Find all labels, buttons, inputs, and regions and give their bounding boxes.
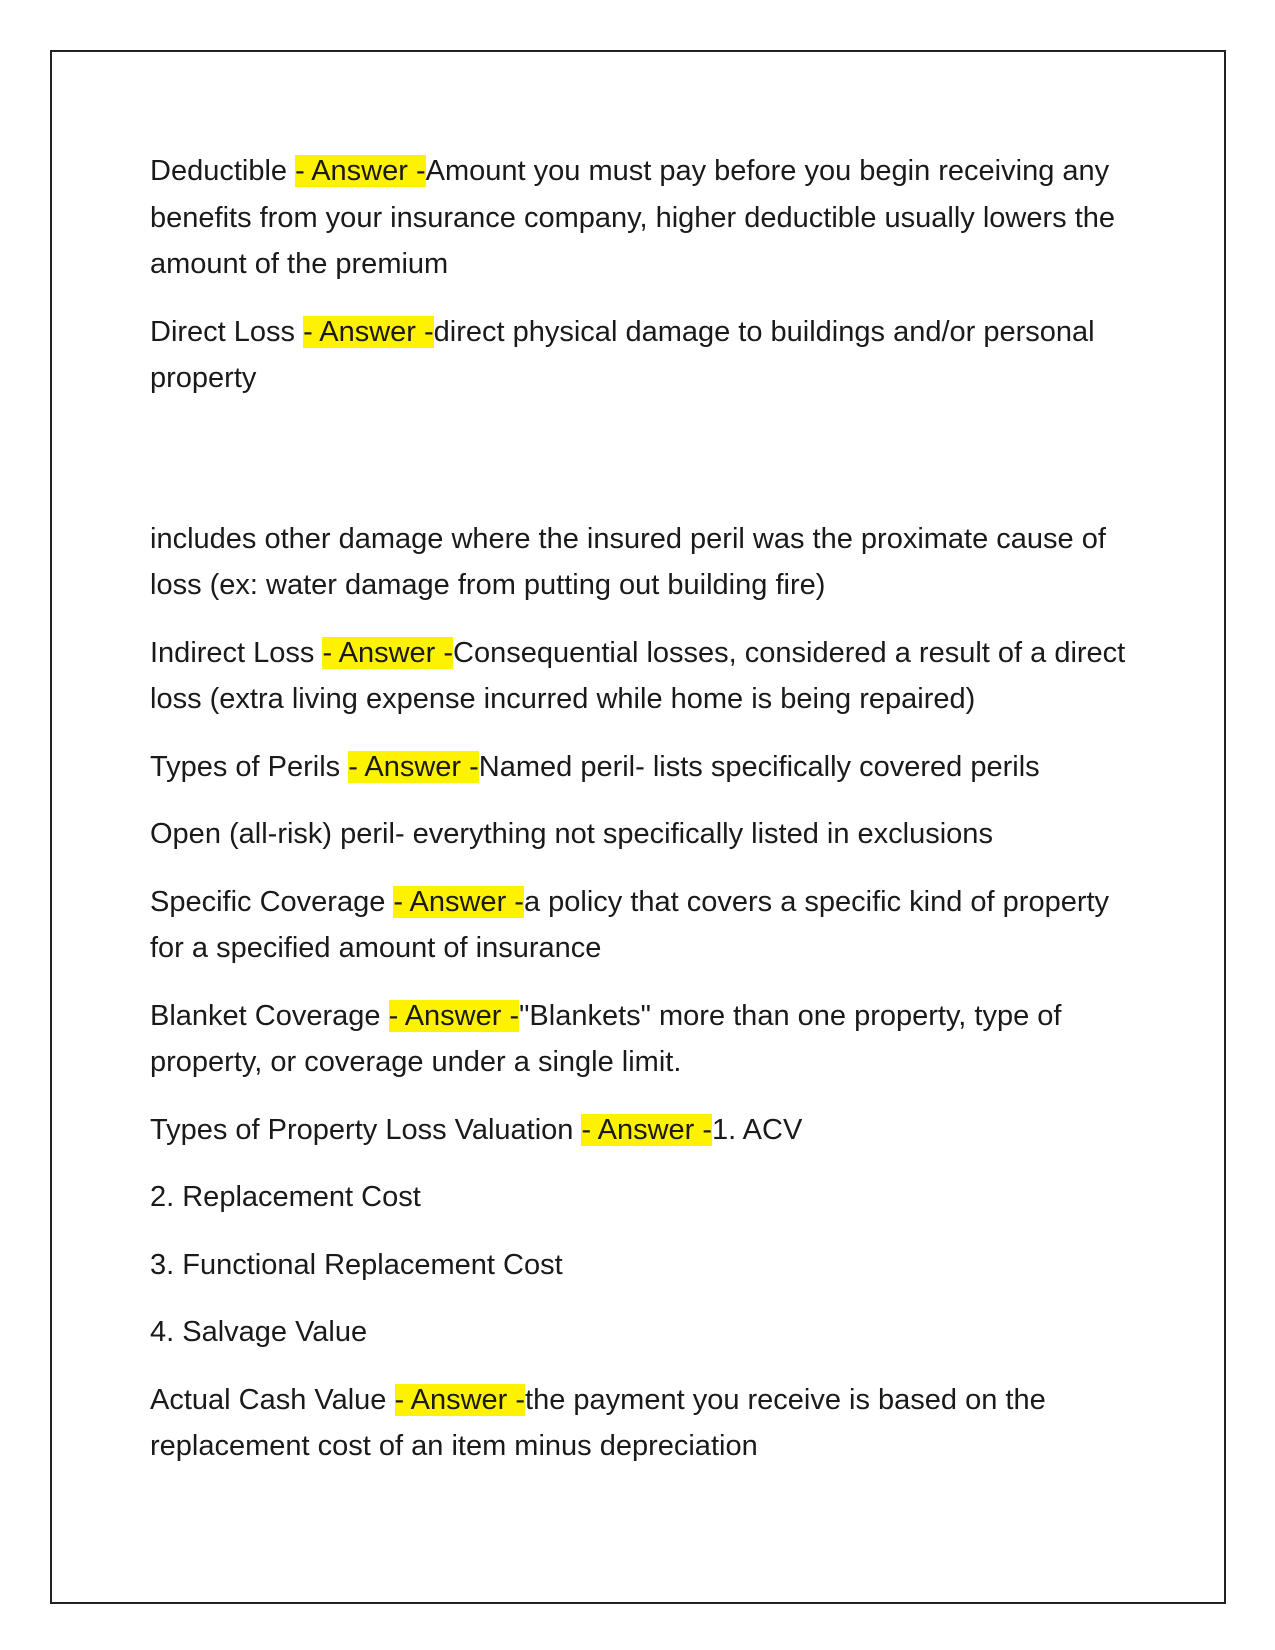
term-label: Deductible xyxy=(150,155,296,187)
definition-text: 4. Salvage Value xyxy=(150,1316,368,1348)
list-item-functional-replacement-cost xyxy=(150,1242,1140,1289)
answer-marker: - Answer - xyxy=(295,155,426,187)
term-label: Types of Property Loss Valuation xyxy=(150,1113,582,1146)
definition-text: Amount you must pay before you begin receiving any benefits from your insurance company, higher deductible usually lowers the amount of the premium xyxy=(150,155,1116,280)
paragraph-deductible xyxy=(150,148,1140,288)
answer-marker: - Answer - xyxy=(348,750,479,783)
definition-text: direct physical damage to buildings and/or personal property xyxy=(150,315,1095,394)
definition-text: Named peril- lists specifically covered perils xyxy=(478,750,1040,783)
answer-marker: - Answer - xyxy=(394,1383,526,1416)
definition-text: "Blankets" more than one property, type of property, or coverage under a single limit. xyxy=(150,999,1062,1078)
paragraph-blanket-coverage xyxy=(150,993,1140,1086)
definition-text: 3. Functional Replacement Cost xyxy=(150,1248,563,1281)
paragraph-types-of-perils xyxy=(150,744,1140,791)
definition-text: Consequential losses, considered a result of a direct loss (extra living expense incurred while home is being repaired) xyxy=(150,636,1126,715)
paragraph-open-peril xyxy=(150,811,1140,858)
term-label: Actual Cash Value xyxy=(150,1383,395,1416)
answer-marker: - Answer - xyxy=(581,1113,713,1146)
definition-text: Open (all-risk) peril- everything not specifically listed in exclusions xyxy=(150,818,993,850)
paragraph-loss-valuation xyxy=(150,1107,1140,1154)
definition-text: a policy that covers a specific kind of property for a specified amount of insurance xyxy=(150,885,1110,964)
answer-marker: - Answer - xyxy=(322,636,454,669)
definition-text: includes other damage where the insured peril was the proximate cause of loss (ex: water damage from putting out building fire) xyxy=(150,522,1106,601)
paragraph-actual-cash-value xyxy=(150,1377,1140,1470)
answer-marker: - Answer - xyxy=(388,999,520,1032)
term-label: Types of Perils xyxy=(150,750,349,783)
term-label: Blanket Coverage xyxy=(150,999,389,1032)
definition-text: 2. Replacement Cost xyxy=(150,1181,421,1213)
paragraph-direct-loss-continued xyxy=(150,516,1140,609)
paragraph-specific-coverage xyxy=(150,879,1140,972)
document-body xyxy=(150,148,1140,1491)
answer-marker: - Answer - xyxy=(393,885,524,918)
answer-marker: - Answer - xyxy=(303,315,434,348)
definition-text: the payment you receive is based on the replacement cost of an item minus depreciation xyxy=(150,1383,1046,1462)
list-item-replacement-cost xyxy=(150,1174,1140,1221)
term-label: Indirect Loss xyxy=(150,636,323,669)
list-item-salvage-value xyxy=(150,1309,1140,1356)
paragraph-direct-loss xyxy=(150,309,1140,402)
paragraph-indirect-loss xyxy=(150,630,1140,723)
term-label: Specific Coverage xyxy=(150,885,394,918)
definition-text: 1. ACV xyxy=(712,1113,803,1146)
term-label: Direct Loss xyxy=(150,315,304,348)
